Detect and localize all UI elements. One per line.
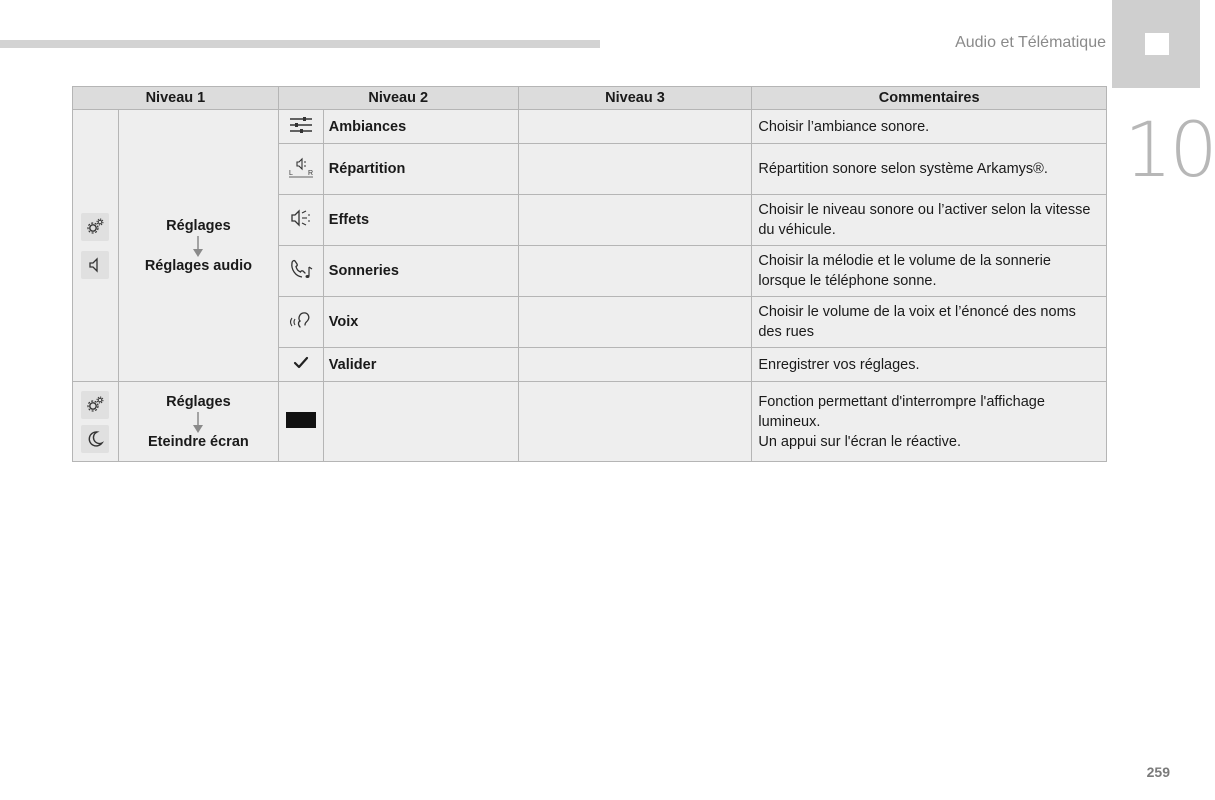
gear-icon[interactable] [81,213,109,241]
level2-item-repartition[interactable]: Répartition [323,144,518,195]
header-rule [0,40,600,48]
level2-item-voix[interactable]: Voix [323,297,518,348]
level2-icon-cell [278,110,323,144]
table-row [73,382,1107,462]
level3-cell [518,246,752,297]
header-niveau-1: Niveau 1 [73,87,279,110]
level1-primary-label[interactable]: Réglages [166,217,231,234]
level1-icons-cell [73,382,119,462]
level3-cell [518,382,752,462]
level1-secondary-label[interactable]: Réglages audio [144,257,252,274]
comment-cell [752,382,1107,462]
level2-icon-cell [278,348,323,382]
comment-cell: Choisir le volume de la voix et l’énoncé des noms des rues [752,297,1107,348]
header-niveau-3: Niveau 3 [518,87,752,110]
level1-labels-cell [118,110,278,382]
section-title: Audio et Télématique [955,34,1106,51]
chapter-tab-square [1145,33,1169,55]
black-screen-icon[interactable] [286,412,316,428]
chapter-number: 10 [1124,105,1215,194]
level3-cell [518,110,752,144]
header-commentaires: Commentaires [752,87,1107,110]
level2-item-ambiances[interactable]: Ambiances [323,110,518,144]
ringtone-icon [288,257,314,281]
level2-empty-label [323,382,518,462]
comment-cell: Enregistrer vos réglages. [752,348,1107,382]
header-niveau-2: Niveau 2 [278,87,518,110]
comment-cell: Choisir l’ambiance sonore. [752,110,1107,144]
voice-icon [288,309,314,331]
level2-icon-cell [278,195,323,246]
level2-icon-cell [278,246,323,297]
arrow-down-icon [192,412,204,434]
equalizer-icon [288,115,314,135]
level2-item-sonneries[interactable]: Sonneries [323,246,518,297]
level3-cell [518,195,752,246]
arrow-down-icon [192,236,204,258]
level3-cell [518,297,752,348]
level3-cell [518,144,752,195]
table-row [73,110,1107,144]
level1-secondary-label[interactable]: Eteindre écran [148,433,249,450]
checkmark-icon [293,356,309,370]
level1-labels-cell [118,382,278,462]
comment-line: Fonction permettant d'interrompre l'affichage lumineux. [758,393,1045,430]
level2-icon-cell [278,382,323,462]
page-number: 259 [1146,764,1170,780]
level2-item-effets[interactable]: Effets [323,195,518,246]
level1-icons-cell [73,110,119,382]
balance-icon [286,156,316,178]
gear-icon[interactable] [81,391,109,419]
level2-icon-cell [278,144,323,195]
level2-icon-cell [278,297,323,348]
svg-text:L: L [288,170,293,177]
chapter-tab [1112,0,1200,88]
comment-cell: Choisir le niveau sonore ou l’activer selon la vitesse du véhicule. [752,195,1107,246]
moon-icon[interactable] [81,425,109,453]
table-header-row [73,87,1107,110]
svg-text:R: R [307,170,313,177]
sound-effects-icon [288,207,314,229]
comment-line: Un appui sur l'écran le réactive. [758,433,961,450]
settings-menu-table [72,86,1107,462]
level1-primary-label[interactable]: Réglages [166,393,231,410]
level2-item-valider[interactable]: Valider [323,348,518,382]
speaker-icon[interactable] [81,251,109,279]
comment-cell: Répartition sonore selon système Arkamys®. [752,144,1107,195]
comment-cell: Choisir la mélodie et le volume de la sonnerie lorsque le téléphone sonne. [752,246,1107,297]
level3-cell [518,348,752,382]
